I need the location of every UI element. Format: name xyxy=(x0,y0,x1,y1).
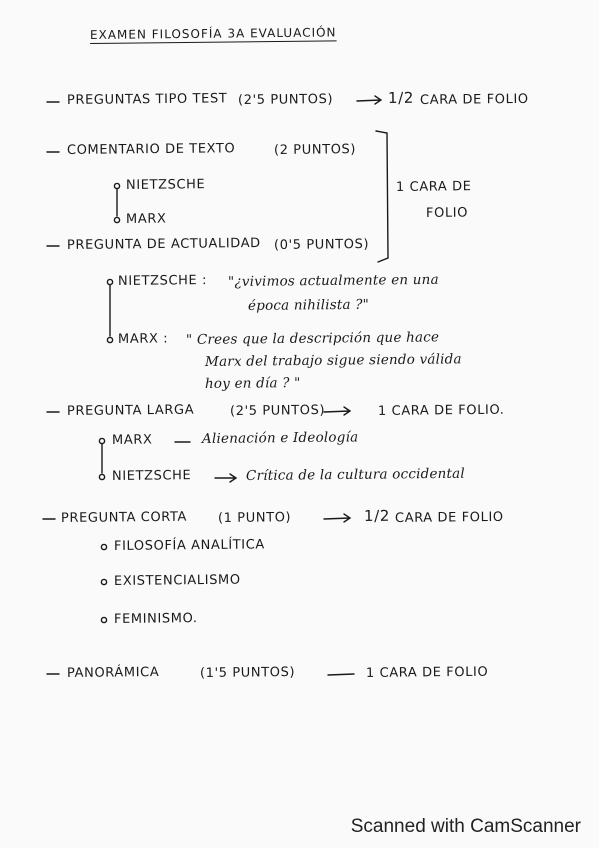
long-question-marx-label: MARX xyxy=(111,432,153,448)
current-affairs-nietzsche-q2: época nihilista ?" xyxy=(247,296,370,314)
current-affairs-marx-q3: hoy en día ? " xyxy=(204,374,301,392)
commentary-points: (2 PUNTOS) xyxy=(273,142,357,158)
overview-points: (1'5 PUNTOS) xyxy=(199,665,296,681)
short-question-label: PREGUNTA CORTA xyxy=(60,509,188,526)
current-affairs-nietzsche-q1: "¿vivimos actualmente en una xyxy=(227,271,439,290)
commentary-sub-marx: MARX xyxy=(125,211,167,227)
long-question-length: 1 CARA DE FOLIO. xyxy=(377,402,505,419)
long-question-points: (2'5 PUNTOS) xyxy=(229,403,326,419)
current-affairs-marx-q1: " Crees que la descripción que hace xyxy=(185,329,440,348)
long-question-nietzsche-label: NIETZSCHE xyxy=(111,468,192,484)
short-question-fraction: 1/2 xyxy=(363,506,391,525)
long-question-marx-text: Alienación e Ideología xyxy=(201,429,359,447)
commentary-sub-nietzsche: NIETZSCHE xyxy=(125,177,206,193)
test-question-length: CARA DE FOLIO xyxy=(419,91,529,108)
current-affairs-label: PREGUNTA DE ACTUALIDAD xyxy=(66,235,261,253)
test-question-label: PREGUNTAS TIPO TEST xyxy=(66,91,228,108)
short-topic-feminism: FEMINISMO. xyxy=(113,611,198,627)
long-question-nietzsche-text: Crítica de la cultura occidental xyxy=(245,465,465,484)
current-affairs-points: (0'5 PUNTOS) xyxy=(273,237,370,253)
short-topic-existentialism: EXISTENCIALISMO xyxy=(113,572,241,589)
short-question-points: (1 PUNTO) xyxy=(217,510,292,526)
overview-label: PANORÁMICA xyxy=(66,665,160,681)
commentary-label: COMENTARIO DE TEXTO xyxy=(66,141,236,158)
current-affairs-marx-q2: Marx del trabajo sigue siendo válida xyxy=(204,351,462,370)
short-question-length: CARA DE FOLIO xyxy=(394,509,504,526)
current-affairs-marx-label: MARX : xyxy=(117,331,169,347)
short-topic-analytic-philosophy: FILOSOFÍA ANALÍTICA xyxy=(113,537,265,554)
test-question-fraction: 1/2 xyxy=(387,88,415,107)
bracket-note-line1: 1 CARA DE xyxy=(395,179,472,195)
test-question-points: (2'5 PUNTOS) xyxy=(237,92,334,108)
overview-length: 1 CARA DE FOLIO xyxy=(365,664,489,681)
long-question-label: PREGUNTA LARGA xyxy=(66,402,195,419)
bracket-note-line2: FOLIO xyxy=(425,205,469,221)
page-title: EXAMEN FILOSOFÍA 3A EVALUACIÓN xyxy=(89,25,337,42)
scanner-watermark: Scanned with CamScanner xyxy=(350,816,581,837)
current-affairs-nietzsche-label: NIETZSCHE : xyxy=(117,273,208,289)
